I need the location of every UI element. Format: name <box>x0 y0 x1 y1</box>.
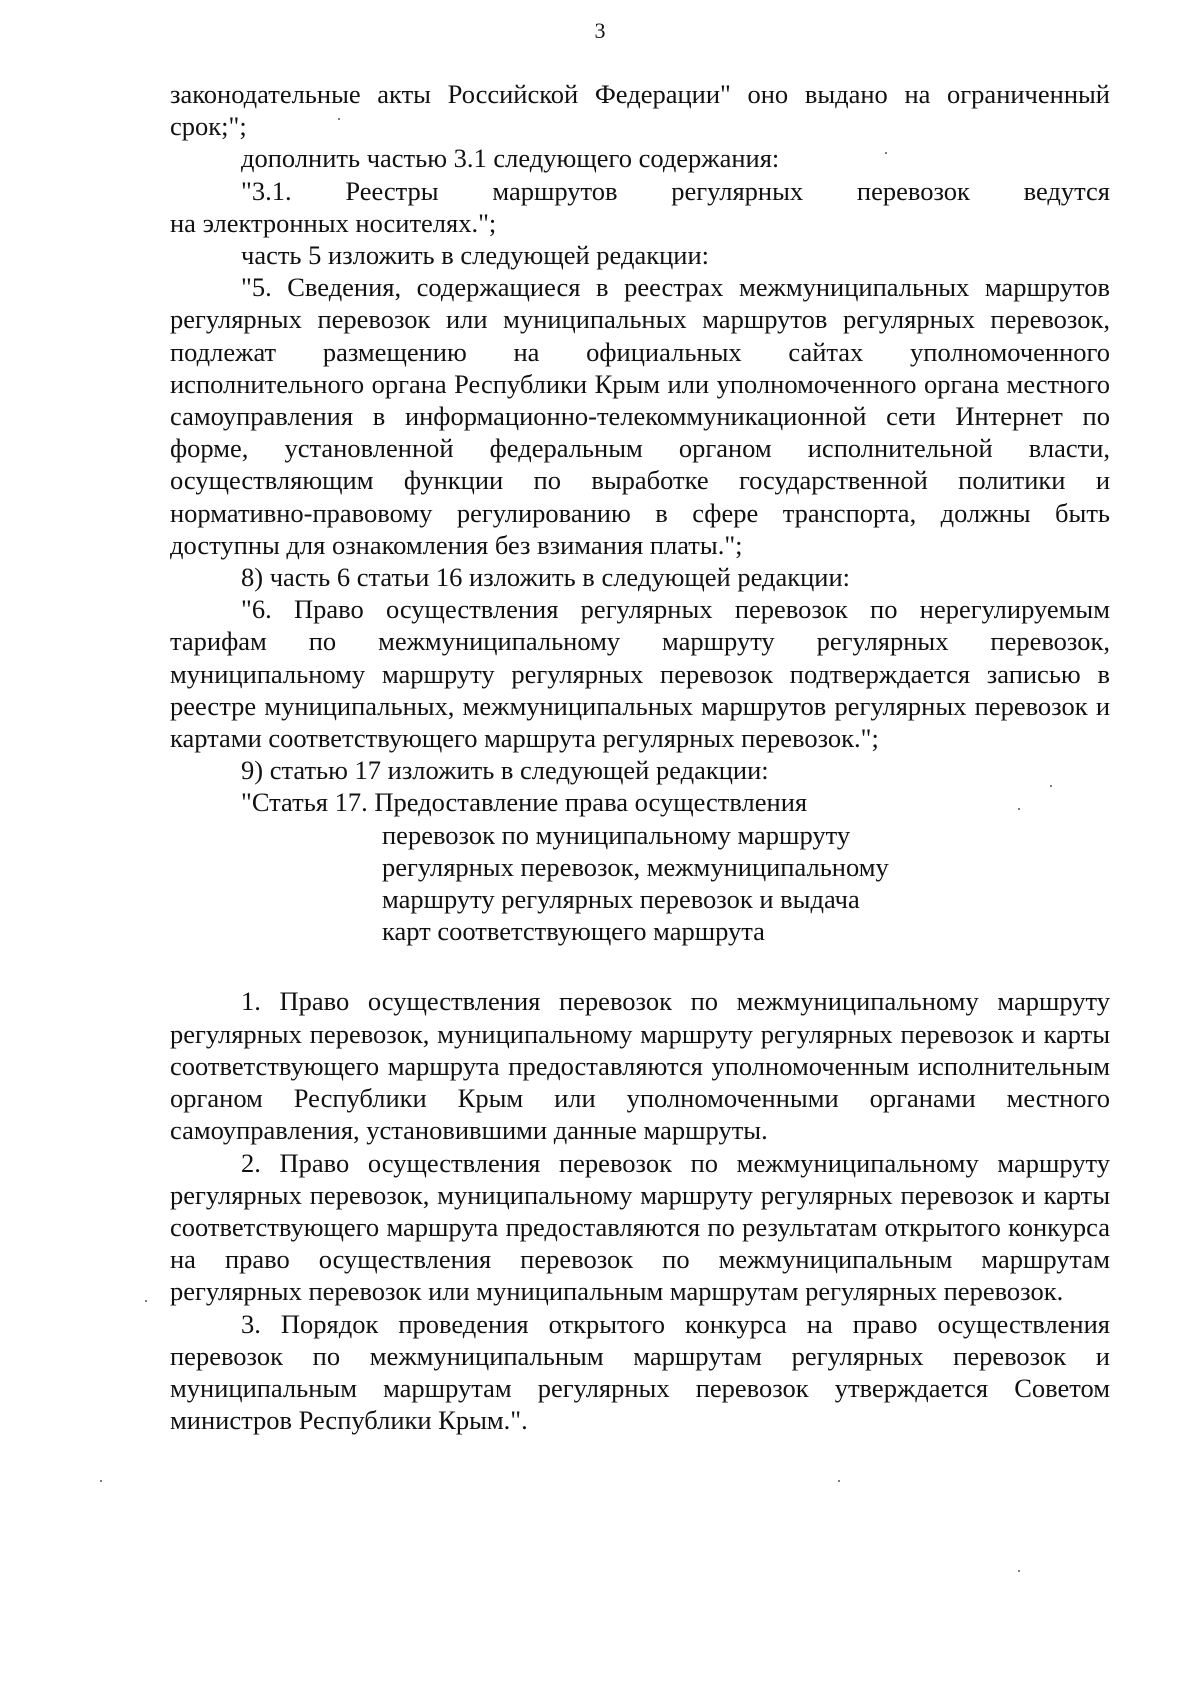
scan-speck <box>1018 808 1020 810</box>
spacer <box>170 947 1110 985</box>
paragraph-part-6-text: "6. Право осуществления регулярных перевозок по нерегулируемым тарифам по межмуниципальному маршруту регулярных перевозок, муниципальному маршруту регулярных перевозок подтверждается записью в реестре муниципальных, межмуниципальных маршрутов регулярных перевозок и картами соответствующего маршрута регулярных перевозок."; <box>170 594 1110 754</box>
article-item-3: 3. Порядок проведения открытого конкурса на право осуществления перевозок по межмуниципальным маршрутам регулярных перевозок и муниципальным маршрутам регулярных перевозок утверждается Советом министров Республики Крым.". <box>170 1308 1110 1436</box>
paragraph-part-3-1-line-2: на электронных носителях."; <box>170 207 497 238</box>
page-number: 3 <box>594 18 606 43</box>
article-heading-line: карт соответствующего маршрута <box>382 916 765 947</box>
article-heading-line: "Статья 17. Предоставление права осуществления <box>241 787 808 818</box>
paragraph-part-3-1-line-1: "3.1. Реестры маршрутов регулярных перевозок ведутся <box>241 175 1110 206</box>
paragraph-part-5-intro: часть 5 изложить в следующей редакции: <box>241 240 709 271</box>
article-17-heading <box>170 786 1110 947</box>
scan-speck <box>885 152 887 154</box>
scan-speck <box>338 118 340 120</box>
scan-speck <box>100 1480 102 1482</box>
paragraph-item-9: 9) статью 17 изложить в следующей редакции: <box>241 755 769 786</box>
scan-speck <box>1050 785 1052 787</box>
article-heading-line: маршруту регулярных перевозок и выдача <box>382 884 860 915</box>
article-heading-line: регулярных перевозок, межмуниципальному <box>382 851 889 882</box>
paragraph-continuation-line-1: законодательные акты Российской Федерации" оно выдано на ограниченный <box>170 79 1110 109</box>
scan-speck <box>1018 1570 1020 1572</box>
document-body <box>170 78 1110 1436</box>
article-heading-line: перевозок по муниципальному маршруту <box>382 819 851 850</box>
article-item-2: 2. Право осуществления перевозок по межмуниципальному маршруту регулярных перевозок, муниципальному маршруту регулярных перевозок и карты соответствующего маршрута предоставляются по результатам открытого конкурса на право осуществления перевозок по межмуниципальным маршрутам регулярных перевозок или муниципальным маршрутам регулярных перевозок. <box>170 1147 1110 1307</box>
paragraph-item-8: 8) часть 6 статьи 16 изложить в следующей редакции: <box>241 562 851 593</box>
paragraph-part-5-text: "5. Сведения, содержащиеся в реестрах межмуниципальных маршрутов регулярных перевозок или муниципальных маршрутов регулярных перевозок, подлежат размещению на официальных сайтах уполномоченного исполнительного органа Республики Крым или уполномоченного органа местного самоуправления в информационно-телекоммуникационной сети Интернет по форме, установленной федеральным органом исполнительной власти, осуществляющим функции по выработке государственной политики и нормативно-правовому регулированию в сфере транспорта, должны быть доступны для ознакомления без взимания платы."; <box>170 272 1110 560</box>
paragraph-add-part-3-1: дополнить частью 3.1 следующего содержания: <box>241 143 780 174</box>
article-item-1: 1. Право осуществления перевозок по межмуниципальному маршруту регулярных перевозок, муниципальному маршруту регулярных перевозок и карты соответствующего маршрута предоставляются уполномоченным исполнительным органом Республики Крым или уполномоченными органами местного самоуправления, установившими данные маршруты. <box>170 986 1110 1146</box>
paragraph-continuation-line-2: срок;"; <box>170 111 247 142</box>
scan-speck <box>838 1480 840 1482</box>
scan-speck <box>145 1300 147 1302</box>
